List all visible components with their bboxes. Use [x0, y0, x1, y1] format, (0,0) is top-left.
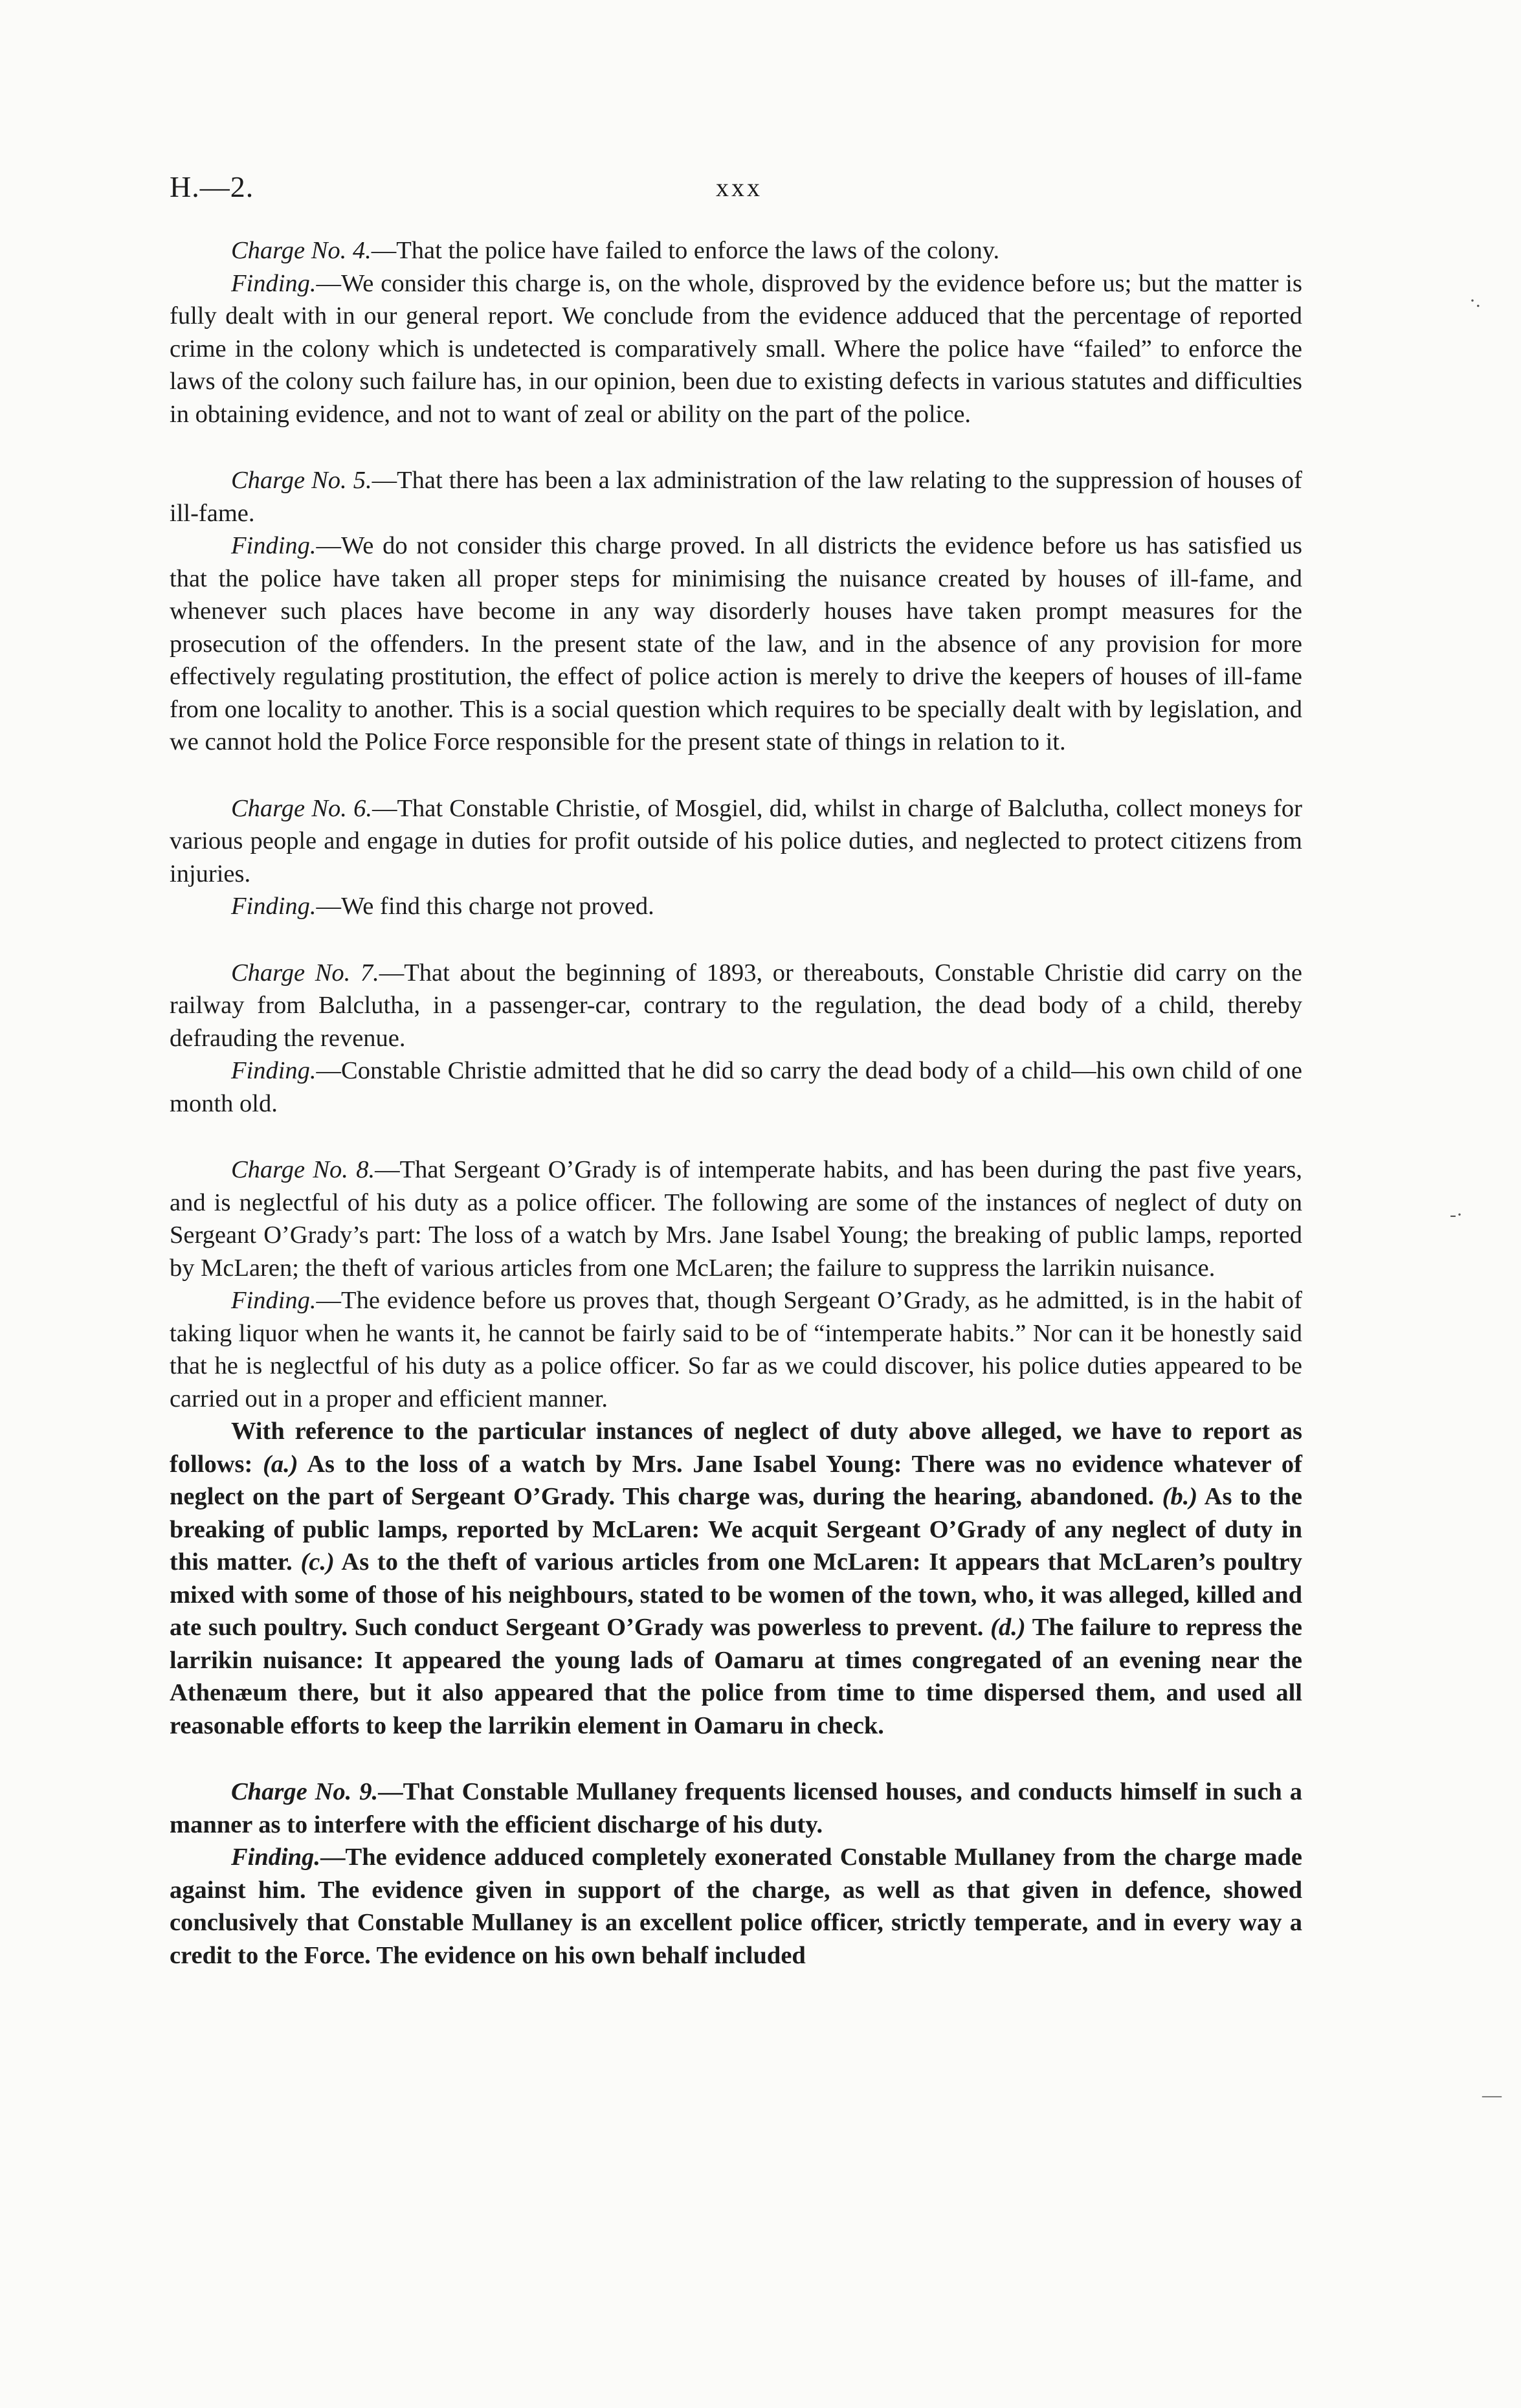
margin-speck: -·: [1450, 1204, 1463, 1225]
charge-paragraph: [170, 234, 1302, 267]
charge-label: Charge No. 5.: [231, 467, 372, 494]
instances-intro: With reference to the particular instances of neglect of duty above alleged, we have to report as follows:: [170, 1418, 1302, 1478]
charge-paragraph: [170, 957, 1302, 1055]
charge-text: —That the police have failed to enforce the laws of the colony.: [371, 237, 1000, 264]
charge-section-4: [170, 234, 1302, 430]
charge-text: —That Constable Christie, of Mosgiel, did, whilst in charge of Balclutha, collect moneys for various people and engage in duties for profit outside of his police duties, and neglected to protect citizens from injuries.: [170, 794, 1302, 887]
charge-label: Charge No. 4.: [231, 237, 372, 264]
margin-speck: ·.: [1469, 290, 1481, 311]
instance-text: As to the loss of a watch by Mrs. Jane Isabel Young: There was no evidence whatever of neglect on the part of Sergeant O’Grady. This charge was, during the hearing, abandoned.: [170, 1450, 1302, 1510]
charge-label: Charge No. 6.: [231, 794, 372, 822]
instance-marker: (a.): [263, 1450, 298, 1478]
charge-label: Charge No. 9.: [231, 1778, 379, 1805]
finding-label: Finding.: [231, 1844, 321, 1871]
charge-paragraph: [170, 792, 1302, 891]
finding-paragraph: [170, 1841, 1302, 1972]
finding-label: Finding.: [231, 1287, 316, 1314]
particular-instances-paragraph: [170, 1415, 1302, 1742]
finding-text: —The evidence before us proves that, though Sergeant O’Grady, as he admitted, is in the habit of taking liquor when he wants it, he cannot be fairly said to be of “intemperate habits.” Nor can it be honestly said that he is neglectful of his duty as a police officer. So far as we could discover, his police duties appeared to be carried out in a proper and efficient manner.: [170, 1287, 1302, 1412]
margin-speck: —: [1482, 2084, 1502, 2106]
finding-label: Finding.: [231, 1057, 316, 1084]
charge-paragraph: [170, 1154, 1302, 1284]
finding-paragraph: [170, 1284, 1302, 1415]
instance-text: As to the theft of various articles from one McLaren: It appears that McLaren’s poultry mixed with some of those of his neighbours, stated to be women of the town, who, it was alleged, killed and ate such poultry. Such conduct Sergeant O’Grady was powerless to prevent.: [170, 1548, 1302, 1641]
finding-text: —We do not consider this charge proved. In all districts the evidence before us has satisfied us that the police have taken all proper steps for minimising the nuisance created by houses of ill-fame, and whenever such places have become in any way disorderly houses have taken prompt measures for the prosecution of the offenders. In the present state of the law, and in the absence of any provision for more effectively regulating prostitution, the effect of police action is merely to drive the keepers of houses of ill-fame from one locality to another. This is a social question which requires to be specially dealt with by legislation, and we cannot hold the Police Force responsible for the present state of things in relation to it.: [170, 532, 1302, 755]
charge-paragraph: [170, 1776, 1302, 1841]
charge-section-5: [170, 464, 1302, 759]
finding-label: Finding.: [231, 269, 316, 297]
document-body: [170, 234, 1302, 2005]
charge-text: —That there has been a lax administration of the law relating to the suppression of houses of ill-fame.: [170, 467, 1302, 527]
finding-paragraph: [170, 1054, 1302, 1120]
finding-paragraph: [170, 890, 1302, 923]
instance-text: The failure to repress the larrikin nuisance: It appeared the young lads of Oamaru at times congregated of an evening near the Athenæum there, but it also appeared that the police from time to time dispersed them, and used all reasonable efforts to keep the larrikin element in Oamaru in check.: [170, 1614, 1302, 1739]
charge-section-9: [170, 1776, 1302, 1972]
document-reference: H.—2.: [170, 170, 254, 203]
charge-label: Charge No. 7.: [231, 959, 379, 987]
finding-paragraph: [170, 267, 1302, 431]
charge-text: —That Sergeant O’Grady is of intemperate habits, and has been during the past five years, and is neglectful of his duty as a police officer. The following are some of the instances of neglect of duty on Sergeant O’Grady’s part: The loss of a watch by Mrs. Jane Isabel Young; the breaking of public lamps, reported by McLaren; the theft of various articles from one McLaren; the failure to suppress the larrikin nuisance.: [170, 1156, 1302, 1282]
instance-marker: (b.): [1162, 1483, 1198, 1510]
charge-section-8: [170, 1154, 1302, 1742]
charge-text: —That about the beginning of 1893, or thereabouts, Constable Christie did carry on the railway from Balclutha, in a passenger-car, contrary to the regulation, the dead body of a child, thereby defrauding the revenue.: [170, 959, 1302, 1052]
finding-label: Finding.: [231, 532, 316, 559]
finding-text: —The evidence adduced completely exonerated Constable Mullaney from the charge made against him. The evidence given in support of the charge, as well as that given in defence, showed conclusively that Constable Mullaney is an excellent police officer, strictly temperate, and in every way a credit to the Force. The evidence on his own behalf included: [170, 1844, 1302, 1969]
instance-text: As to the breaking of public lamps, reported by McLaren: We acquit Sergeant O’Grady of any neglect of duty in this matter.: [170, 1483, 1303, 1576]
charge-section-7: [170, 957, 1302, 1120]
page-number: xxx: [716, 173, 762, 202]
charge-paragraph: [170, 464, 1302, 530]
finding-text: —We consider this charge is, on the whole, disproved by the evidence before us; but the matter is fully dealt with in our general report. We conclude from the evidence adduced that the percentage of reported crime in the colony which is undetected is comparatively small. Where the police have “failed” to enforce the laws of the colony such failure has, in our opinion, been due to existing defects in various statutes and difficulties in obtaining evidence, and not to want of zeal or ability on the part of the police.: [170, 269, 1302, 428]
finding-paragraph: [170, 530, 1302, 759]
charge-label: Charge No. 8.: [231, 1156, 375, 1183]
instance-marker: (c.): [300, 1548, 335, 1576]
charge-section-6: [170, 792, 1302, 923]
page-header: [170, 170, 1309, 208]
finding-label: Finding.: [231, 893, 316, 920]
finding-text: —Constable Christie admitted that he did so carry the dead body of a child—his own child of one month old.: [170, 1057, 1302, 1117]
charge-text: —That Constable Mullaney frequents licensed houses, and conducts himself in such a manner as to interfere with the efficient discharge of his duty.: [170, 1778, 1302, 1838]
instance-marker: (d.): [990, 1614, 1026, 1641]
finding-text: —We find this charge not proved.: [316, 893, 654, 920]
